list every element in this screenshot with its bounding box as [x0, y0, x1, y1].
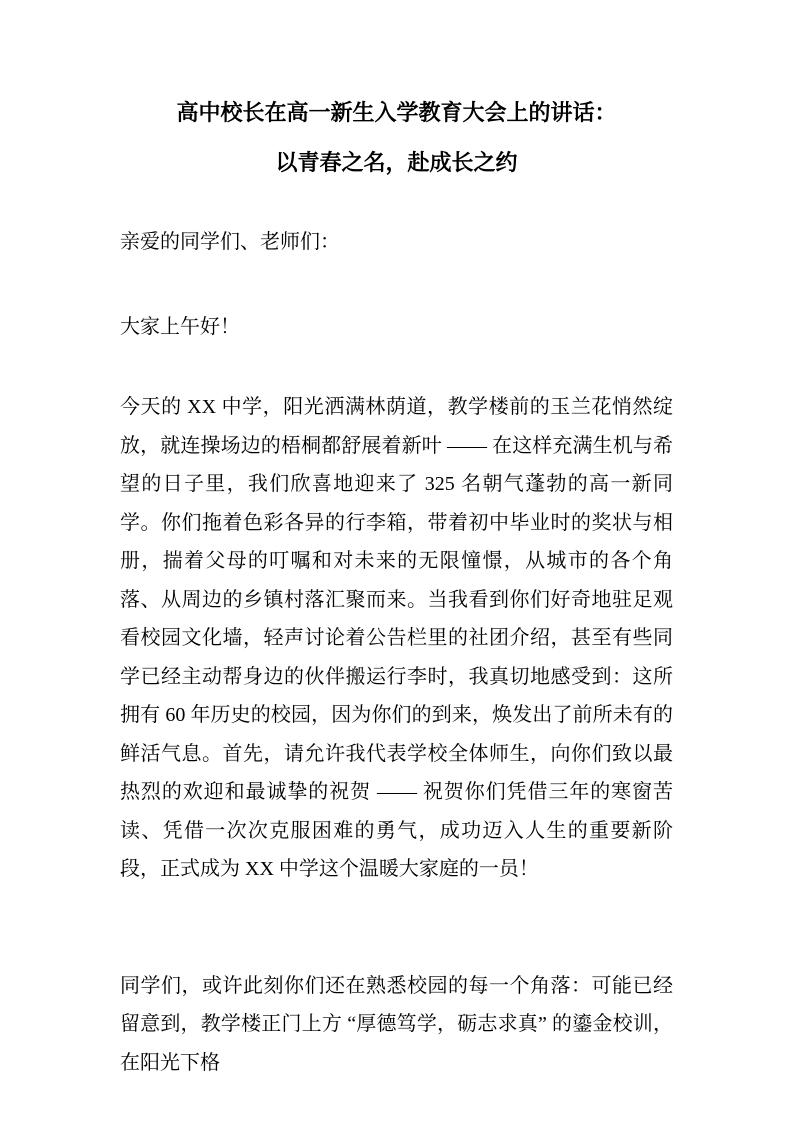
document-title: 高中校长在高一新生入学教育大会上的讲话： [176, 100, 617, 125]
body-paragraph-campus: 同学们，或许此刻你们还在熟悉校园的每一个角落：可能已经留意到，教学楼正门上方 “厚德笃学，砺志求真” 的鎏金校训，在阳光下格 [120, 974, 673, 1074]
document-subtitle: 以青春之名，赴成长之约 [275, 150, 518, 175]
body-paragraph-welcome: 今天的 XX 中学，阳光洒满林荫道，教学楼前的玉兰花悄然绽放，就连操场边的梧桐都舒展着新叶 —— 在这样充满生机与希望的日子里，我们欣喜地迎来了 325 名朝气蓬勃的高一新同学。你们拖着色彩各异的行李箱，带着初中毕业时的奖状与相册，揣着父母的叮嘱和对未来的无限憧憬，从城市的各个角落、从周边的乡镇村落汇聚而来。当我看到你们好奇地驻足观看校园文化墙，轻声讨论着公告栏里的社团介绍，甚至有些同学已经主动帮身边的伙伴搬运行李时，我真切地感受到：这所拥有 60 年历史的校园，因为你们的到来，焕发出了前所未有的鲜活气息。首先，请允许我代表学校全体师生，向你们致以最热烈的欢迎和最诚挚的祝贺 —— 祝贺你们凭借三年的寒窗苦读、凭借一次次克服困难的勇气，成功迈入人生的重要新阶段，正式成为 XX 中学这个温暖大家庭的一员！ [120, 396, 673, 880]
salutation-paragraph: 亲爱的同学们、老师们： [120, 231, 340, 253]
greeting-paragraph: 大家上午好！ [120, 315, 240, 338]
